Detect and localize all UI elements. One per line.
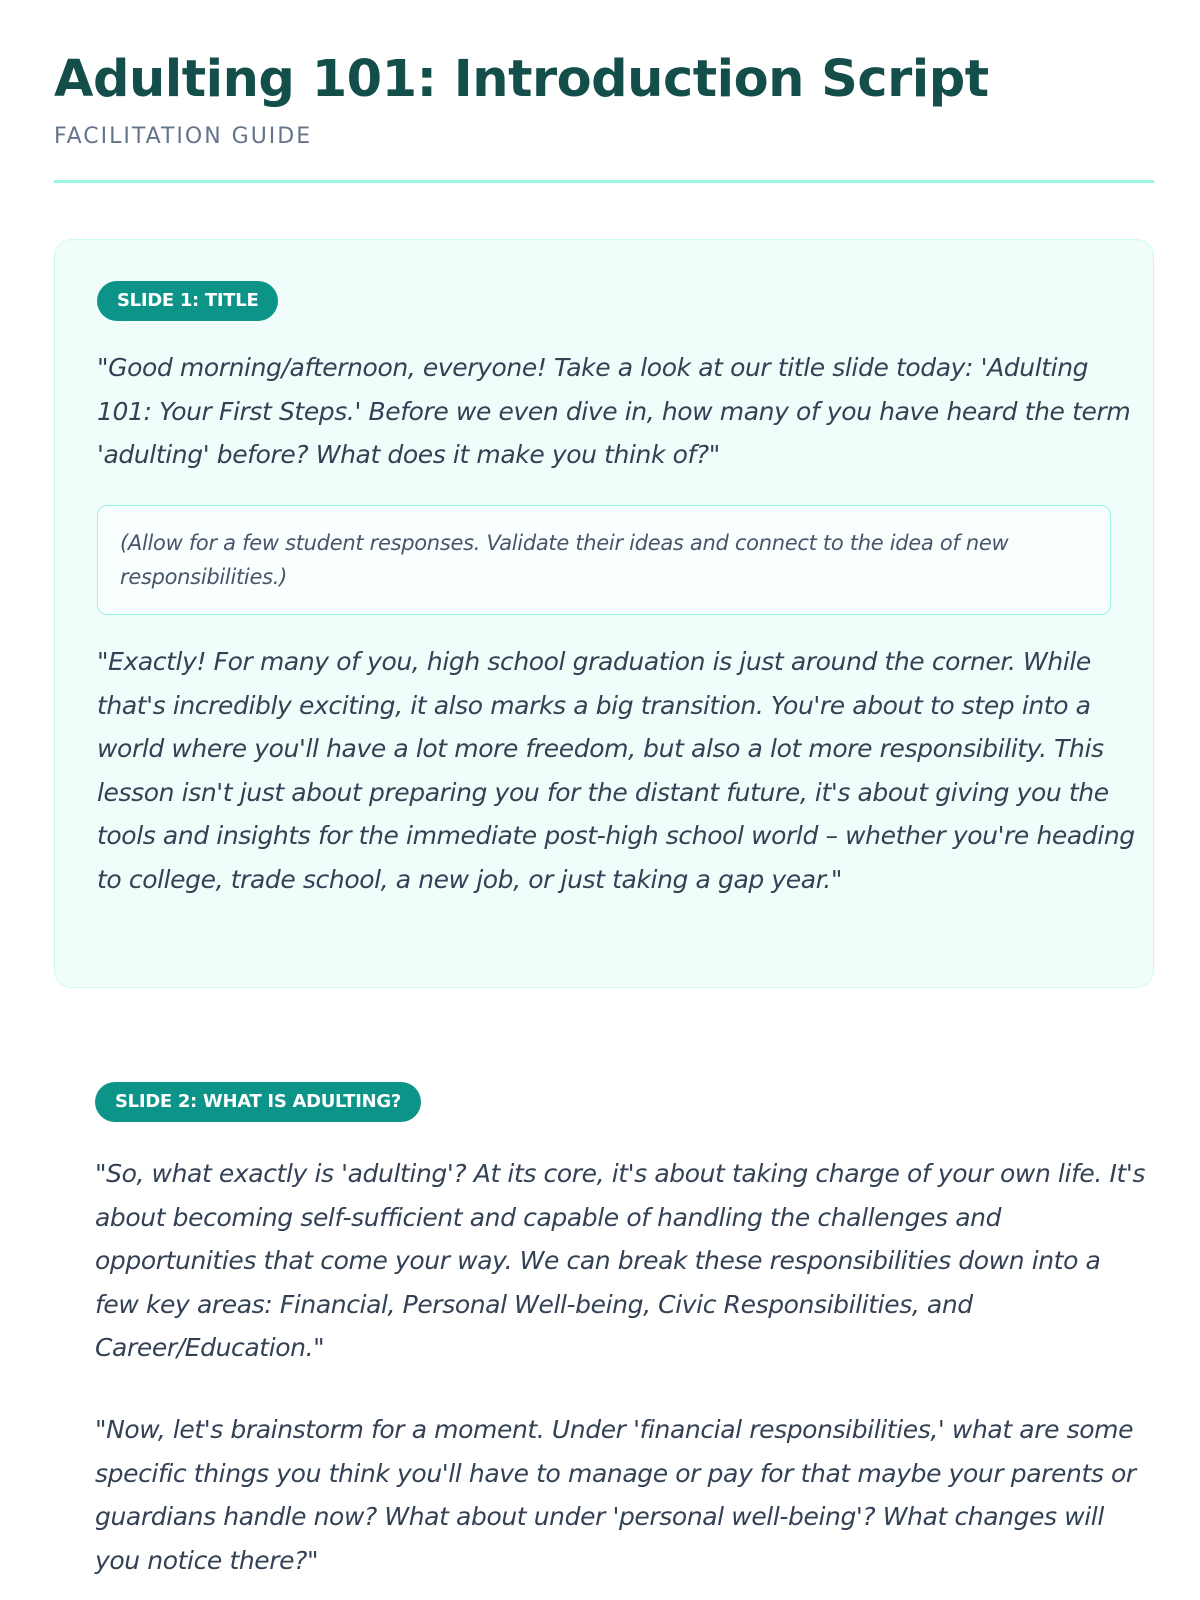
script-paragraph: "Good morning/afternoon, everyone! Take a look at our title slide today: 'Adulting 101: Your First Steps.' Before we even dive in, how many of you have heard the term 'adulting' before? What does it make you think of?" bbox=[97, 353, 1131, 469]
page-title: Adulting 101: Introduction Script bbox=[54, 50, 989, 109]
facilitator-note bbox=[97, 505, 1111, 615]
facilitator-note-text: (Allow for a few student responses. Validate their ideas and connect to the idea of new responsibilities.) bbox=[120, 531, 1009, 589]
slide-section-1 bbox=[54, 239, 1154, 988]
script-paragraph: "So, what exactly is 'adulting'? At its core, it's about taking charge of your own life. It's about becoming self-sufficient and capable of handling the challenges and opportunities that come your way. We can break these responsibilities down into a few key areas: Financial, Personal Well-being, Civic Responsibilities, and Career/Education." bbox=[95, 1159, 1145, 1362]
script-paragraph: "Now, let's brainstorm for a moment. Under 'financial responsibilities,' what are some specific things you think you'll have to manage or pay for that maybe your parents or guardians handle now? What about under 'personal well-being'? What changes will you notice there?" bbox=[95, 1415, 1136, 1575]
slide-badge: SLIDE 1: TITLE bbox=[97, 281, 278, 321]
script-paragraph: "Exactly! For many of you, high school graduation is just around the corner. While that's incredibly exciting, it also marks a big transition. You're about to step into a world where you'll have a lot more freedom, but also a lot more responsibility. This lesson isn't just about preparing you for the distant future, it's about giving you the tools and insights for the immediate post-high school world – whether you're heading to college, trade school, a new job, or just taking a gap year." bbox=[97, 647, 1135, 894]
page-subtitle: FACILITATION GUIDE bbox=[54, 124, 313, 149]
slide-badge: SLIDE 2: WHAT IS ADULTING? bbox=[95, 1082, 421, 1122]
title-divider bbox=[54, 180, 1154, 183]
